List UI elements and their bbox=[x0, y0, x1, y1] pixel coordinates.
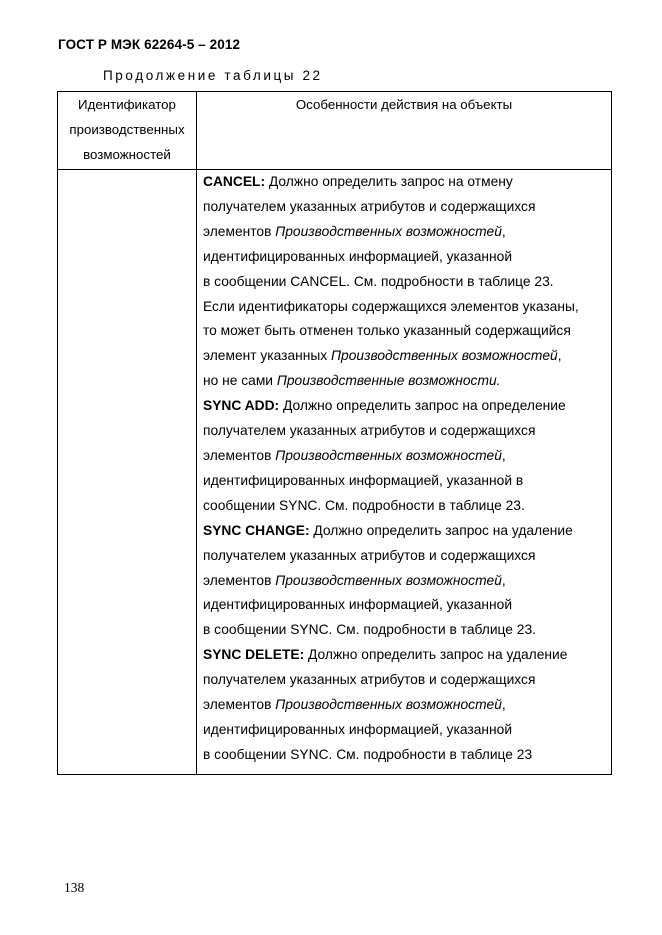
description-text: Должно определить запрос на отмену bbox=[265, 174, 513, 189]
description-line bbox=[203, 544, 607, 569]
description-line bbox=[203, 270, 607, 295]
message-type-keyword: SYNC CHANGE: bbox=[203, 522, 310, 538]
description-text: элементов bbox=[203, 223, 276, 239]
header-identifier-line: производственных bbox=[69, 122, 185, 137]
header-identifier bbox=[58, 92, 197, 170]
description-line bbox=[203, 344, 607, 369]
object-term: Производственных возможностей bbox=[275, 697, 502, 713]
description-text: в сообщении SYNC. См. подробности в таблице 23 bbox=[203, 746, 533, 762]
description-line bbox=[203, 295, 607, 320]
description-text: получателем указанных атрибутов и содержащихся bbox=[203, 423, 536, 439]
message-type-keyword: SYNC ADD: bbox=[203, 398, 280, 414]
table-row bbox=[58, 170, 612, 775]
table-continuation-caption: Продолжение таблицы 22 bbox=[103, 68, 323, 83]
description-line bbox=[203, 220, 607, 245]
description-text: элемент указанных bbox=[203, 348, 332, 364]
header-action-features bbox=[197, 92, 612, 170]
description-line bbox=[203, 743, 607, 768]
description-text: идентифицированных информацией, указанной bbox=[203, 597, 513, 613]
description-line bbox=[203, 668, 607, 693]
description-line bbox=[203, 369, 607, 394]
description-text: , bbox=[501, 447, 506, 463]
object-term: Производственных возможностей bbox=[331, 348, 558, 364]
description-line bbox=[203, 170, 607, 195]
identifier-cell bbox=[58, 170, 197, 775]
description-text: Должно определить запрос на определение bbox=[279, 398, 566, 414]
description-text: в сообщении SYNC. См. подробности в таблице 23. bbox=[203, 622, 536, 638]
object-term: Производственных возможностей bbox=[275, 223, 502, 239]
description-text: идентифицированных информацией, указанной bbox=[203, 721, 513, 737]
description-text: Должно определить запрос на удаление bbox=[309, 522, 573, 538]
description-line bbox=[203, 618, 607, 643]
description-line bbox=[203, 319, 607, 344]
header-identifier-line: Идентификатор bbox=[78, 97, 176, 112]
description-line bbox=[203, 519, 607, 544]
description-line bbox=[203, 494, 607, 519]
description-text: элементов bbox=[203, 572, 276, 588]
description-line bbox=[203, 444, 607, 469]
description-line bbox=[203, 718, 607, 743]
description-line bbox=[203, 569, 607, 594]
description-text: получателем указанных атрибутов и содержащихся bbox=[203, 547, 536, 563]
description-text: , bbox=[501, 572, 506, 588]
description-text: , bbox=[501, 697, 506, 713]
description-text: Должно определить запрос на удаление bbox=[304, 647, 568, 663]
description-text: элементов bbox=[203, 447, 276, 463]
description-text: сообщении SYNC. См. подробности в таблице 23. bbox=[203, 497, 525, 513]
description-line bbox=[203, 195, 607, 220]
message-type-keyword: SYNC DELETE: bbox=[203, 647, 305, 663]
description-line bbox=[203, 394, 607, 419]
description-text: , bbox=[501, 223, 506, 239]
description-line bbox=[203, 469, 607, 494]
description-line bbox=[203, 245, 607, 270]
actions-table bbox=[57, 91, 612, 775]
header-identifier-line: возможностей bbox=[83, 147, 171, 162]
object-term: Производственные возможности. bbox=[276, 373, 501, 389]
message-type-keyword: CANCEL: bbox=[203, 174, 266, 189]
description-text: , bbox=[557, 348, 562, 364]
header-action-features-label: Особенности действия на объекты bbox=[295, 97, 513, 112]
object-term: Производственных возможностей bbox=[275, 447, 502, 463]
description-text: в сообщении CANCEL. См. подробности в таблице 23. bbox=[203, 273, 554, 289]
description-text: но не сами bbox=[203, 373, 277, 389]
description-text: элементов bbox=[203, 697, 276, 713]
description-text: идентифицированных информацией, указанной bbox=[203, 248, 513, 264]
description-line bbox=[203, 643, 607, 668]
page-number: 138 bbox=[64, 880, 85, 895]
description-text: Если идентификаторы содержащихся элементов указаны, bbox=[203, 298, 579, 314]
object-term: Производственных возможностей bbox=[275, 572, 502, 588]
description-text: то может быть отменен только указанный содержащийся bbox=[203, 323, 571, 339]
description-text: получателем указанных атрибутов и содержащихся bbox=[203, 672, 536, 688]
description-text: идентифицированных информацией, указанной в bbox=[203, 472, 524, 488]
table-header-row bbox=[58, 92, 612, 170]
description-cell bbox=[197, 170, 612, 775]
description-text: получателем указанных атрибутов и содержащихся bbox=[203, 198, 536, 214]
document-header: ГОСТ Р МЭК 62264-5 – 2012 bbox=[58, 37, 241, 52]
description-line bbox=[203, 593, 607, 618]
description-line bbox=[203, 419, 607, 444]
description-line bbox=[203, 693, 607, 718]
